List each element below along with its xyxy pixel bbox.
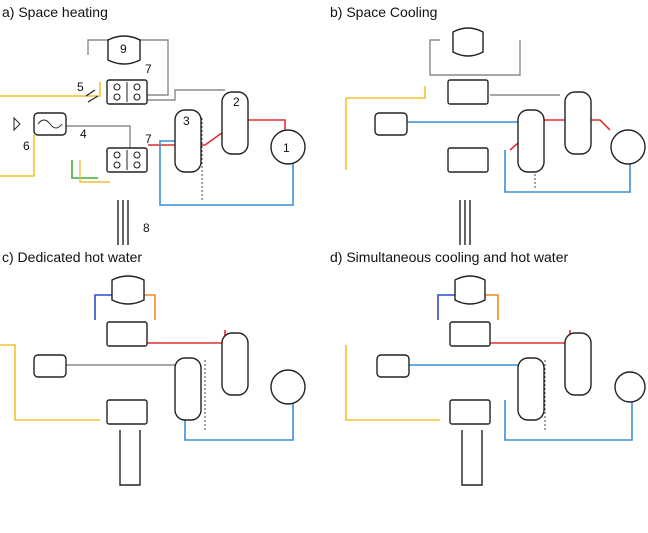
panel-dedicated-hot-water	[0, 249, 305, 485]
ground-loop-b-icon	[460, 200, 470, 245]
label-8: 8	[143, 221, 150, 235]
fan-coil-c-icon	[34, 355, 66, 377]
panel-space-heating	[0, 4, 305, 245]
hx-bottom-b-icon	[448, 148, 488, 172]
compressor-d-icon	[615, 372, 645, 402]
separator-right-b-icon	[565, 92, 591, 154]
panel-simultaneous	[330, 249, 645, 485]
panel-title-d: d) Simultaneous cooling and hot water	[330, 249, 569, 265]
label-2: 2	[233, 95, 240, 109]
water-tank-b-icon	[453, 28, 483, 56]
yellow-line-b	[346, 86, 425, 98]
gray-line-mid	[65, 126, 130, 148]
label-7-top: 7	[145, 62, 152, 76]
water-tank-c-icon	[112, 276, 144, 304]
hx-bottom-c-icon	[107, 400, 147, 424]
label-7-bottom: 7	[145, 132, 152, 146]
separator-right-d-icon	[565, 333, 591, 395]
label-9: 9	[120, 42, 127, 56]
hx-bottom-d-icon	[450, 400, 490, 424]
compressor-c-icon	[271, 370, 305, 404]
label-3: 3	[183, 114, 190, 128]
water-tank-d-icon	[455, 276, 485, 304]
panel-space-cooling	[330, 4, 645, 245]
hx-top-c-icon	[107, 322, 147, 346]
hx-top-b-icon	[448, 80, 488, 104]
blue-b-top	[400, 122, 520, 140]
separator-mid-b-icon	[518, 110, 544, 172]
check-valve-icon	[14, 118, 20, 130]
label-6: 6	[23, 139, 30, 153]
hx-top-d-icon	[450, 322, 490, 346]
label-4: 4	[80, 127, 87, 141]
ground-loop-icon	[118, 200, 128, 245]
panel-title-b: b) Space Cooling	[330, 4, 438, 20]
ground-loop-d-icon	[462, 430, 482, 485]
hot-c	[145, 330, 225, 343]
separator-mid-d-icon	[518, 358, 544, 420]
blue-loop-c	[95, 295, 112, 320]
yellow-line-top	[0, 82, 100, 96]
panel-title-a: a) Space heating	[2, 4, 108, 20]
panel-title-c: c) Dedicated hot water	[2, 249, 143, 265]
hot-d	[490, 330, 570, 343]
green-line	[72, 160, 98, 178]
separator-mid-c-icon	[175, 358, 201, 420]
blue-loop-d	[438, 295, 455, 320]
fan-coil-d-icon	[377, 355, 409, 377]
label-1: 1	[283, 141, 290, 155]
label-5: 5	[77, 80, 84, 94]
fan-coil-b-icon	[375, 113, 407, 135]
compressor-b-icon	[611, 130, 645, 164]
separator-right-c-icon	[222, 333, 248, 395]
ground-loop-c-icon	[120, 430, 140, 485]
